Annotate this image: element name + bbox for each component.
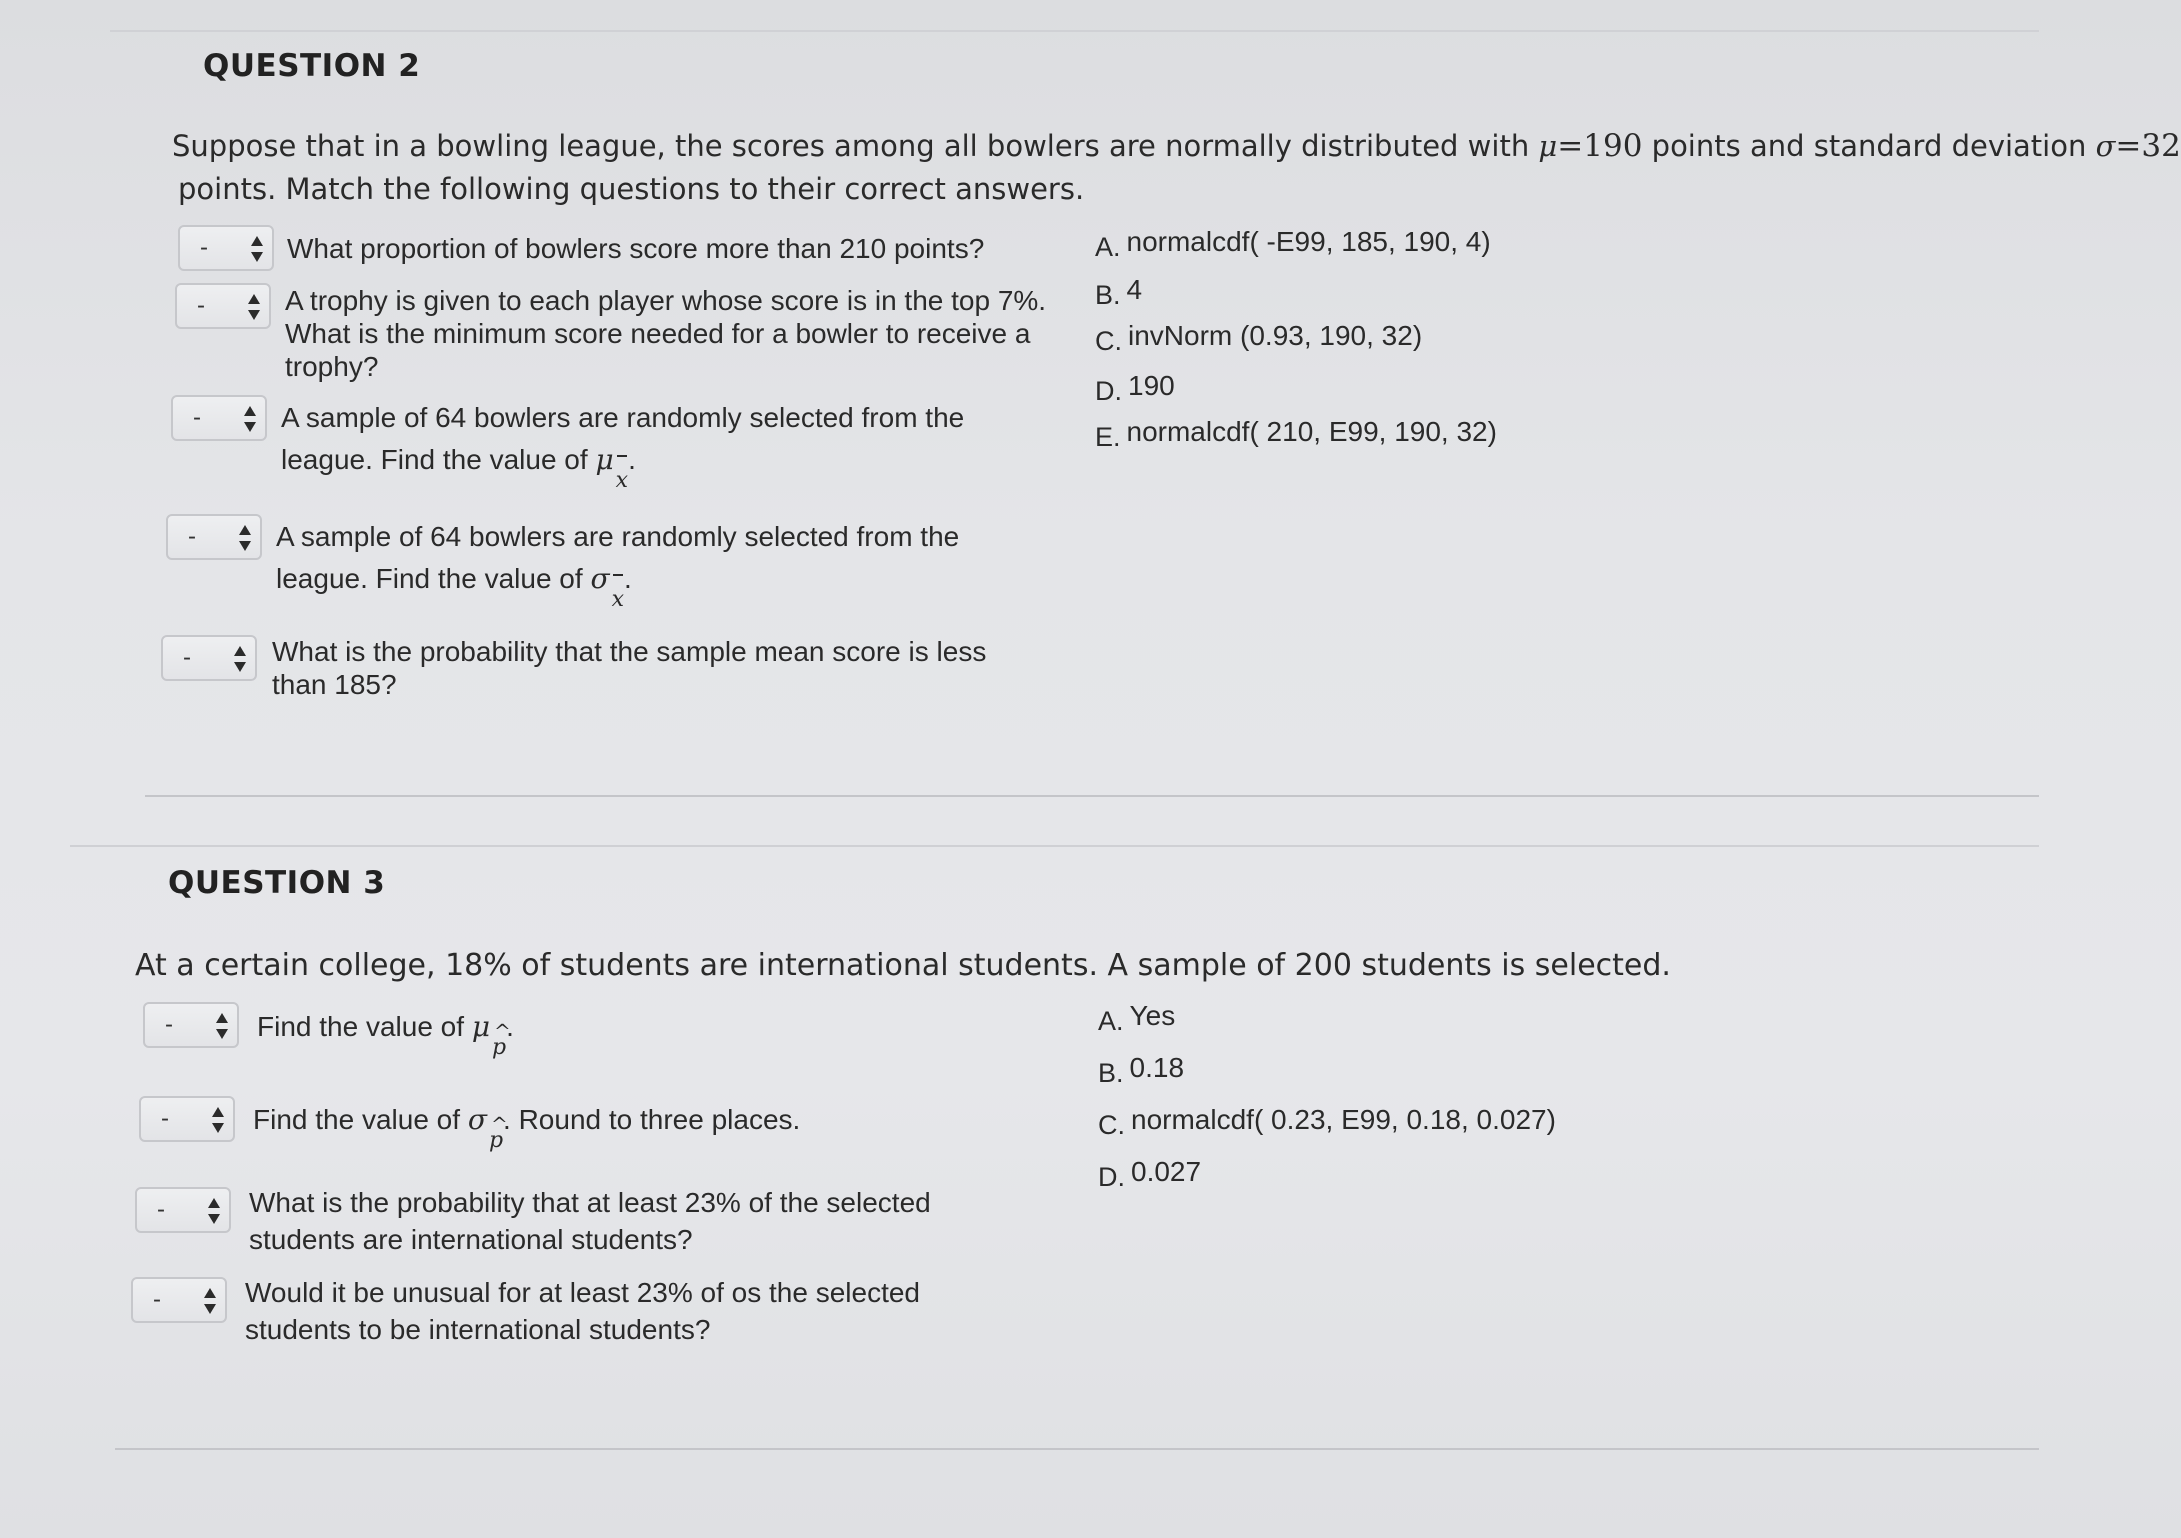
question2-answer-d: D. 190 (1095, 370, 1175, 406)
question2-select-2[interactable]: - (175, 283, 271, 329)
question3-top-divider (70, 845, 2039, 847)
question2-select-4[interactable]: - (166, 514, 262, 560)
updown-arrows-icon (233, 646, 247, 672)
p-hat-subscript: ^ p (489, 1124, 503, 1157)
question3-answer-a: A. Yes (1098, 1000, 1176, 1036)
question3-prompt-1: Find the value of μ^ p. (257, 1010, 514, 1046)
question2-answer-c: C. invNorm (0.93, 190, 32) (1095, 320, 1423, 356)
updown-arrows-icon (247, 294, 261, 320)
updown-arrows-icon (215, 1013, 229, 1039)
question3-bottom-divider (115, 1448, 2039, 1450)
question2-select-1[interactable]: - (178, 225, 274, 271)
updown-arrows-icon (207, 1198, 221, 1224)
question2-prompt-5: What is the probability that the sample mean score is less than 185? (272, 636, 987, 700)
question3-prompt-2: Find the value of σ^ p. Round to three places. (253, 1103, 800, 1139)
question2-select-5[interactable]: - (161, 635, 257, 681)
question2-prompt-3: A sample of 64 bowlers are randomly selected from the league. Find the value of μx. (281, 397, 964, 484)
question3-select-1[interactable]: - (143, 1002, 239, 1048)
updown-arrows-icon (243, 406, 257, 432)
updown-arrows-icon (211, 1107, 225, 1133)
question2-title: QUESTION 2 (203, 48, 421, 84)
stem-line1-prefix: Suppose that in a bowling league, the scores among all bowlers are normally distributed with (172, 129, 1530, 163)
p-hat-subscript: ^ p (492, 1031, 506, 1064)
sigma-symbol: σ (467, 1103, 487, 1136)
question2-answer-b: B. 4 (1095, 274, 1143, 310)
question2-prompt-4: A sample of 64 bowlers are randomly selected from the league. Find the value of σx. (276, 516, 959, 603)
question3-answer-b: B. 0.18 (1098, 1052, 1185, 1088)
sigma-symbol: σ (590, 562, 610, 595)
question3-select-2[interactable]: - (139, 1096, 235, 1142)
question2-prompt-2: A trophy is given to each player whose score is in the top 7%. What is the minimum score needed for a bowler to receive a trophy? (285, 285, 1047, 382)
question2-bottom-divider (145, 795, 2039, 797)
top-divider (110, 30, 2039, 32)
stem-line1-mid: points and standard deviation (1651, 129, 2087, 163)
question2-answer-e: E. normalcdf( 210, E99, 190, 32) (1095, 416, 1497, 452)
x-bar-subscript: x (616, 460, 628, 502)
question3-stem: At a certain college, 18% of students are international students. A sample of 200 students is selected. (135, 948, 1671, 983)
updown-arrows-icon (203, 1288, 217, 1314)
sigma-value: =32 (2115, 128, 2181, 164)
question3-prompt-4: Would it be unusual for at least 23% of os the selected students to be international students? (245, 1277, 921, 1345)
mu-value: =190 (1557, 128, 1643, 164)
x-bar-subscript: x (612, 579, 624, 621)
question2-stem (172, 128, 2181, 206)
question2-select-3[interactable]: - (171, 395, 267, 441)
sigma-symbol: σ (2095, 129, 2116, 163)
question2-prompt-1: What proportion of bowlers score more than 210 points? (287, 233, 985, 264)
question3-select-4[interactable]: - (131, 1277, 227, 1323)
question2-answer-a: A. normalcdf( -E99, 185, 190, 4) (1095, 226, 1491, 262)
mu-symbol: μ (595, 443, 614, 476)
stem-line2: points. Match the following questions to their correct answers. (178, 172, 1085, 206)
mu-symbol: μ (471, 1010, 491, 1043)
mu-symbol: μ (1538, 129, 1558, 163)
question3-answer-c: C. normalcdf( 0.23, E99, 0.18, 0.027) (1098, 1104, 1556, 1140)
question3-title: QUESTION 3 (168, 865, 386, 901)
updown-arrows-icon (238, 525, 252, 551)
question3-answer-d: D. 0.027 (1098, 1156, 1202, 1192)
question3-prompt-3: What is the probability that at least 23% of the selected students are international students? (249, 1187, 931, 1255)
updown-arrows-icon (250, 236, 264, 262)
question3-select-3[interactable]: - (135, 1187, 231, 1233)
